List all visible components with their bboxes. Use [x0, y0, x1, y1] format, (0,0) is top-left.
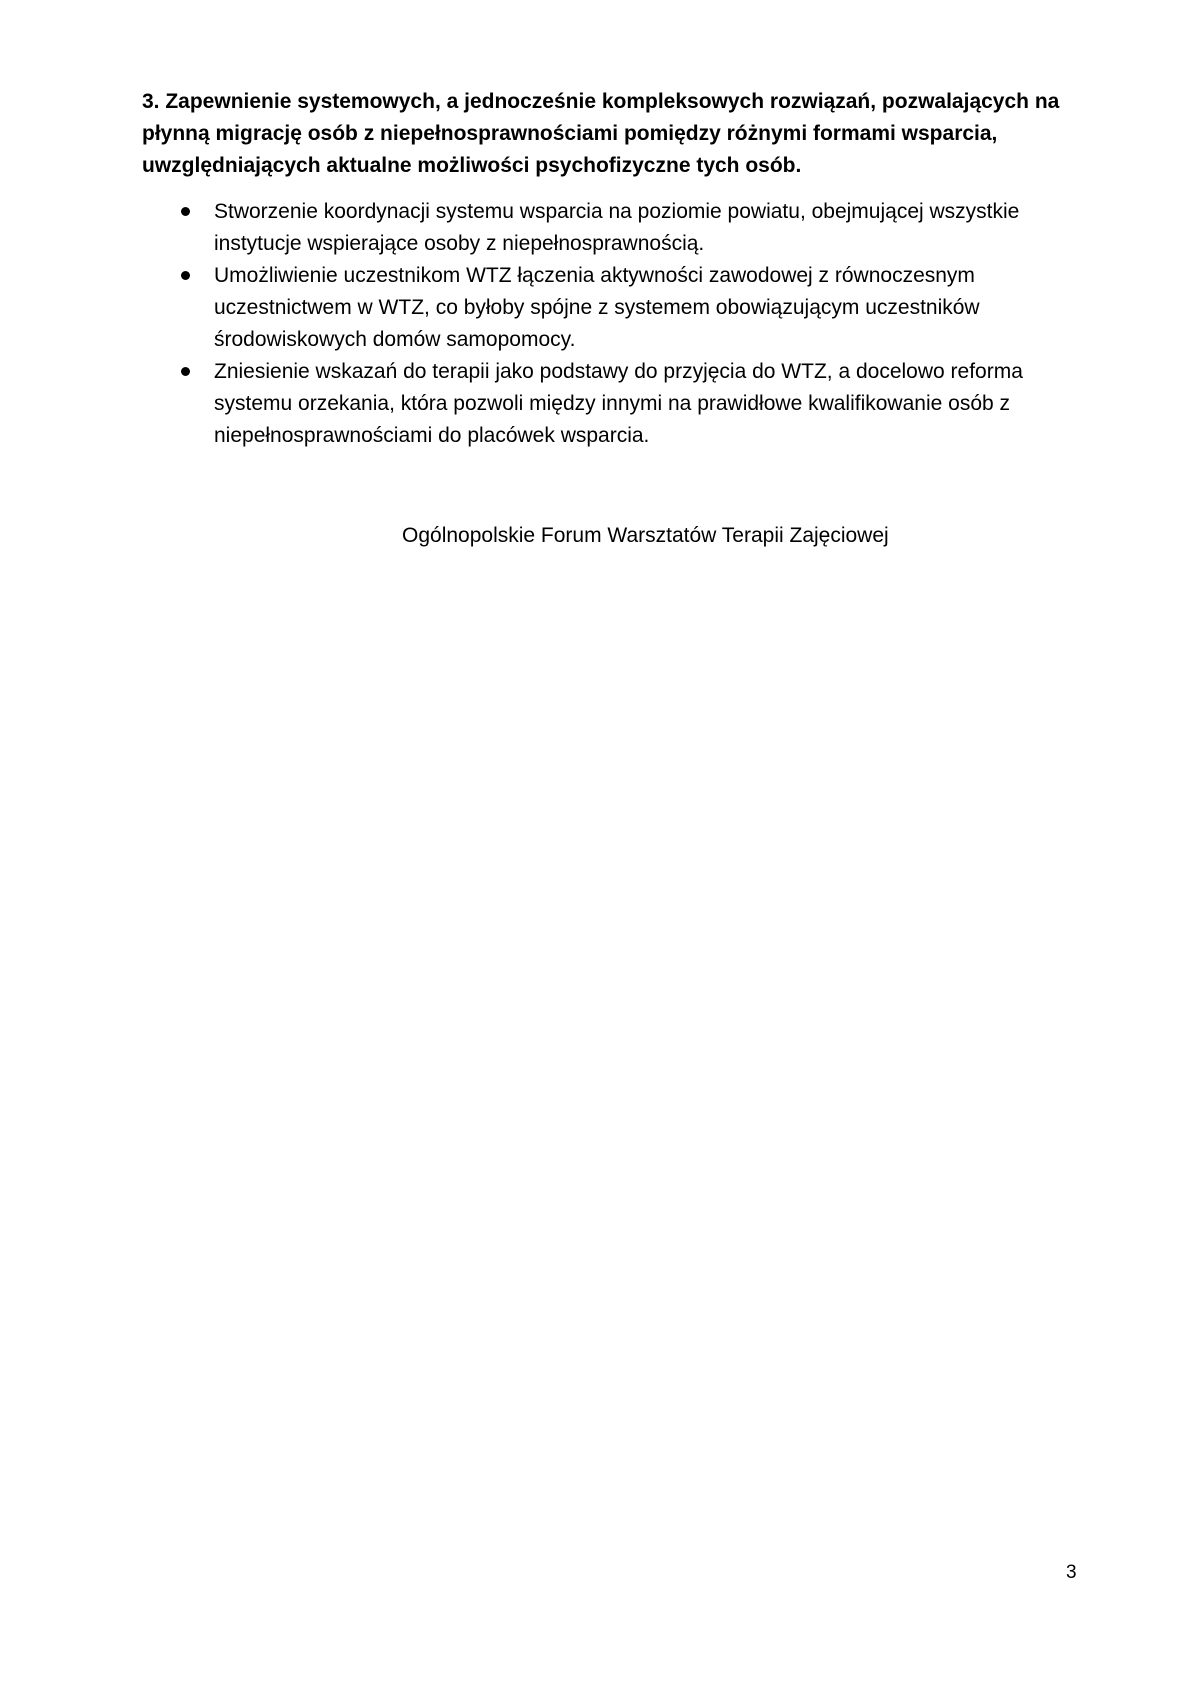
bullet-text: Zniesienie wskazań do terapii jako podstawy do przyjęcia do WTZ, a docelowo reforma systemu orzekania, która pozwoli między innymi na prawidłowe kwalifikowanie osób z niepełnosprawnościami do placówek wsparcia. — [214, 360, 1023, 447]
page-number: 3 — [1066, 1562, 1077, 1583]
bullet-item — [214, 196, 1074, 260]
signature: Ogólnopolskie Forum Warsztatów Terapii Zajęciowej — [402, 524, 889, 547]
section-heading: 3. Zapewnienie systemowych, a jednocześnie kompleksowych rozwiązań, pozwalających na płynną migrację osób z niepełnosprawnościami pomiędzy różnymi formami wsparcia, uwzględniających aktualne możliwości psychofizyczne tych osób. — [142, 90, 1060, 177]
bullet-list — [0, 196, 1190, 452]
bullet-dot-icon — [181, 271, 190, 280]
bullet-text: Stworzenie koordynacji systemu wsparcia na poziomie powiatu, obejmującej wszystkie instytucje wspierające osoby z niepełnosprawnością. — [214, 200, 1020, 255]
bullet-text: Umożliwienie uczestnikom WTZ łączenia aktywności zawodowej z równoczesnym uczestnictwem w WTZ, co byłoby spójne z systemem obowiązującym uczestników środowiskowych domów samopomocy. — [214, 264, 980, 351]
bullet-item — [214, 260, 1074, 356]
bullet-dot-icon — [181, 207, 190, 216]
bullet-item — [214, 356, 1074, 452]
bullet-dot-icon — [181, 367, 190, 376]
